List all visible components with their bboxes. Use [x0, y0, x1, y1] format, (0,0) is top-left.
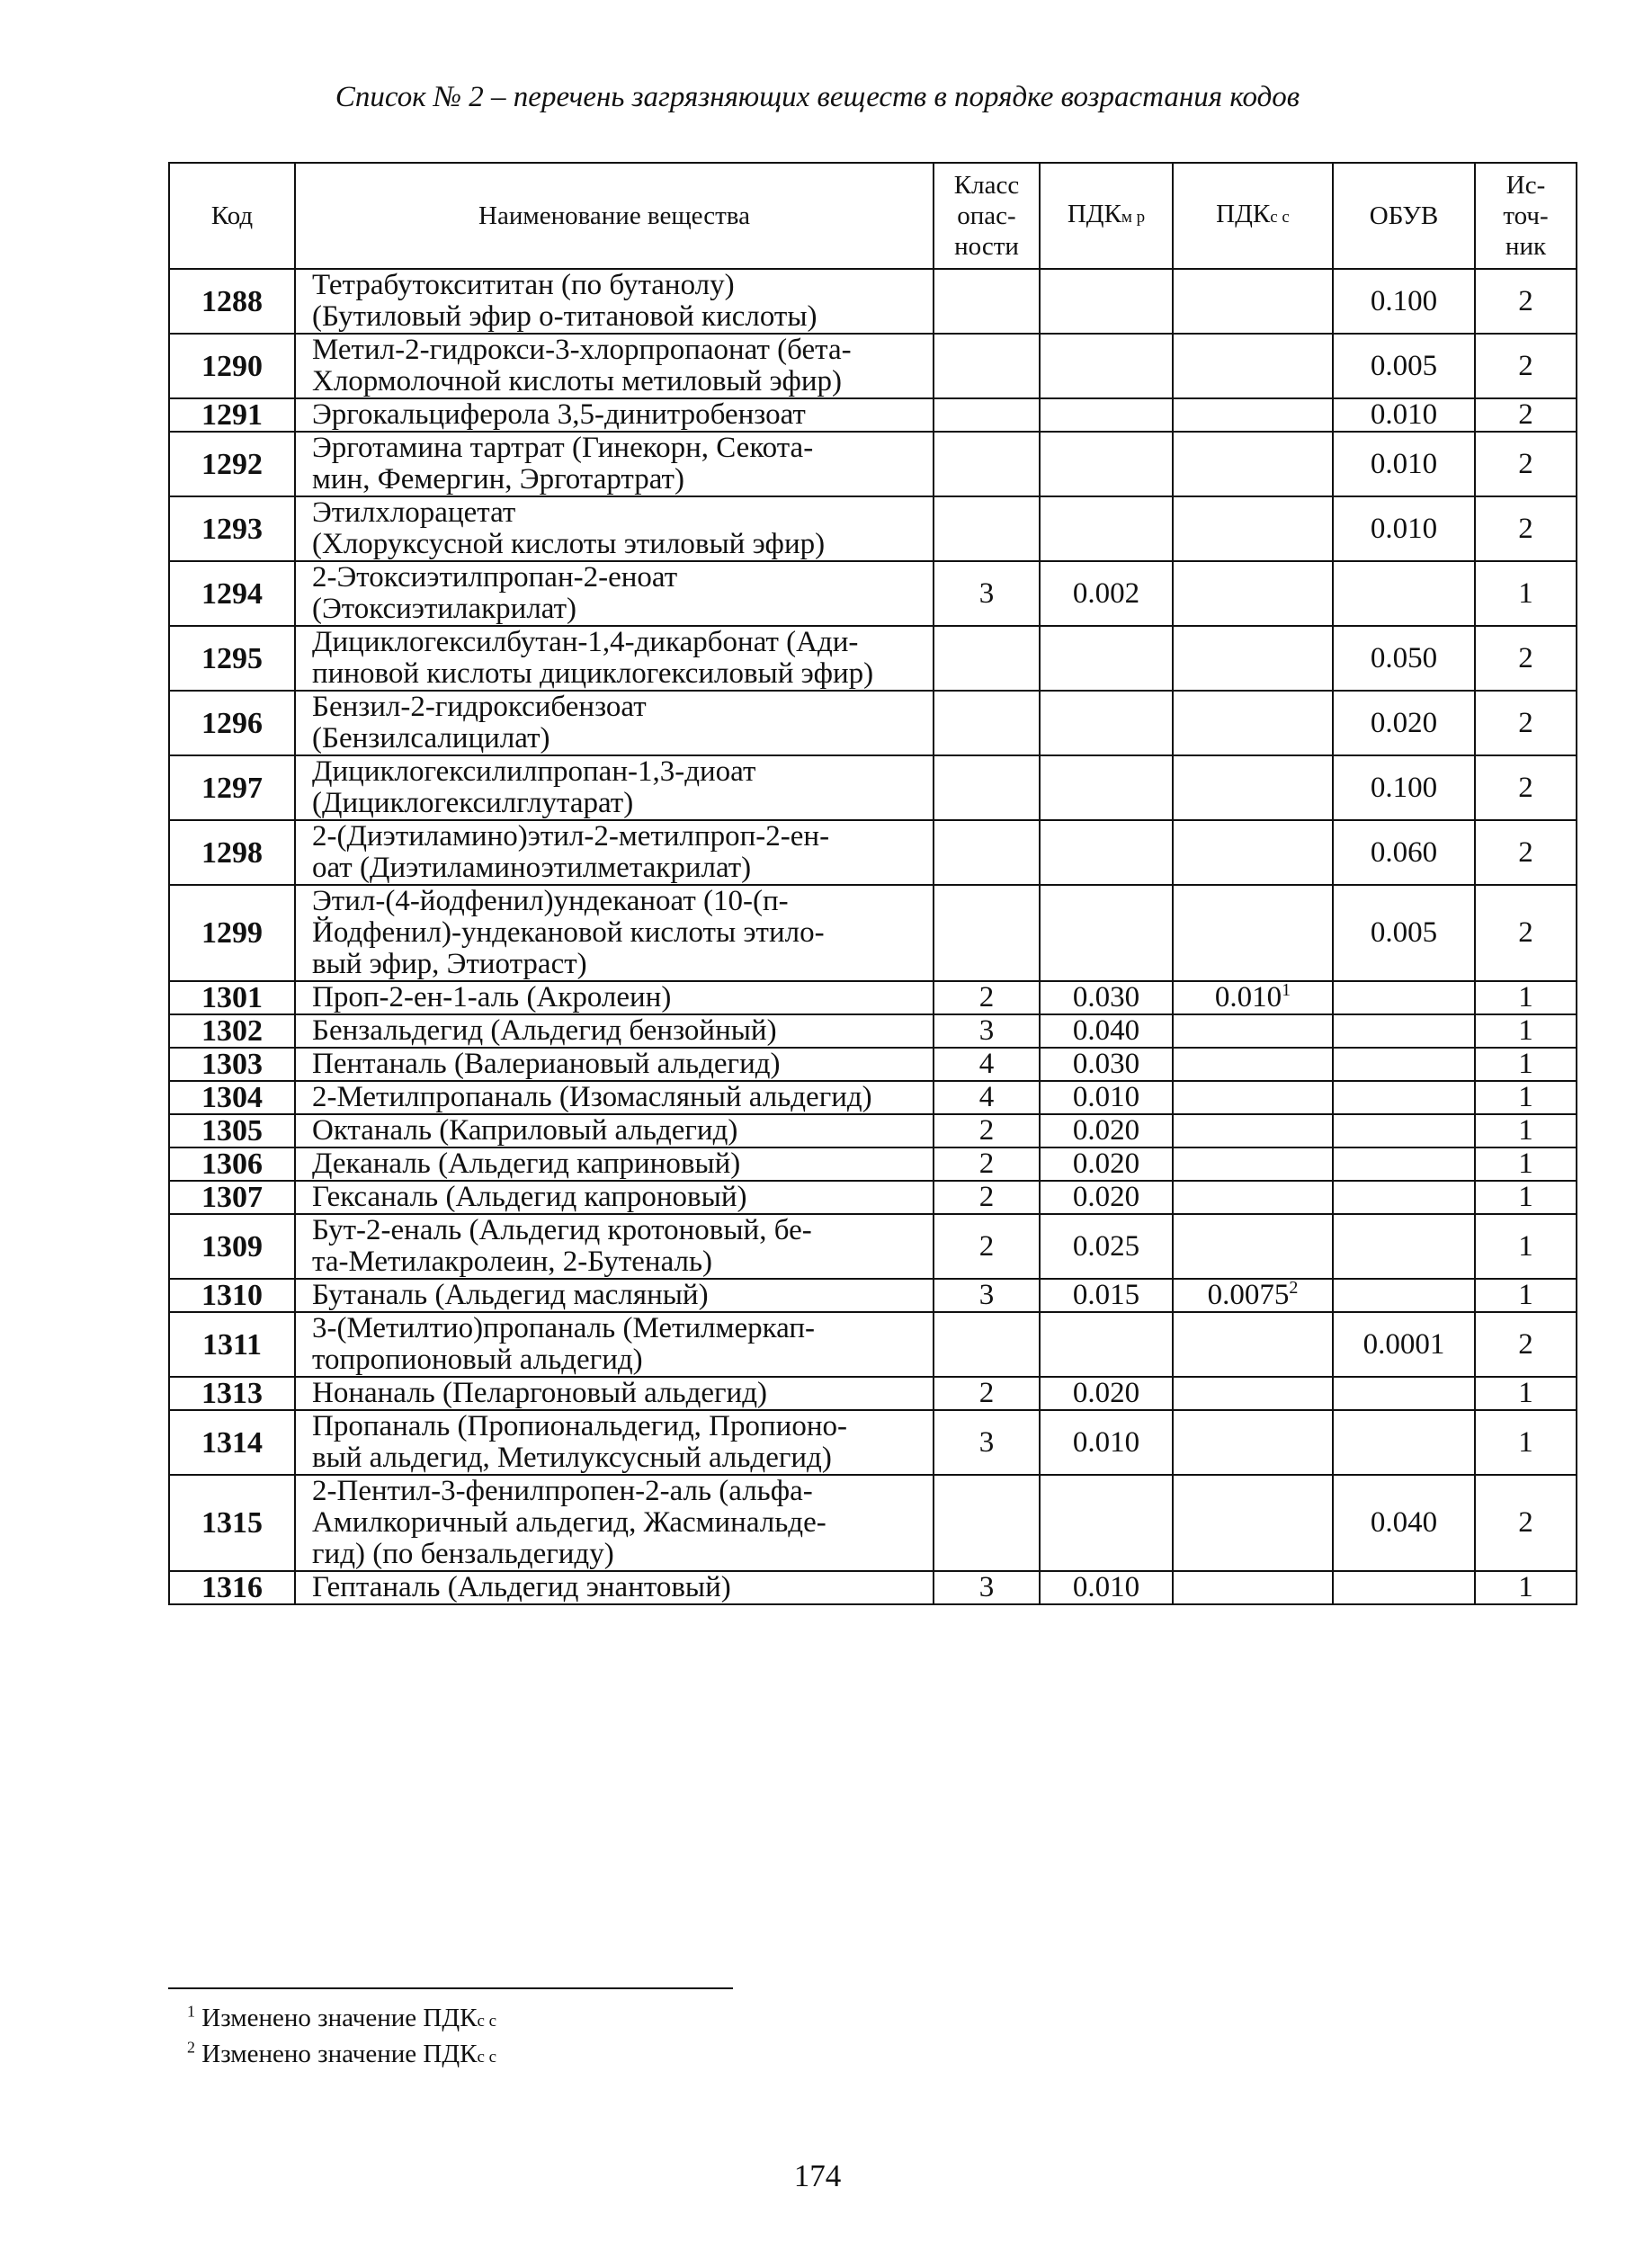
cell-obuv: 0.0001 [1333, 1312, 1475, 1377]
cell-pdk-mr [1040, 755, 1173, 820]
cell-source: 1 [1475, 1014, 1577, 1048]
cell-name-line: Тетрабутоксититан (по бутанолу) [312, 269, 735, 301]
cell-name [295, 1571, 934, 1604]
cell-pdk-ss [1173, 626, 1333, 691]
header-source-line: ник [1505, 232, 1547, 261]
cell-code: 1314 [169, 1410, 295, 1475]
cell-class [934, 269, 1040, 334]
cell-source: 1 [1475, 1214, 1577, 1279]
cell-code: 1290 [169, 334, 295, 398]
cell-pdk-ss [1173, 1147, 1333, 1181]
header-source [1475, 163, 1577, 269]
header-class [934, 163, 1040, 269]
cell-code: 1291 [169, 398, 295, 432]
footnote-2 [187, 2038, 496, 2074]
cell-class [934, 885, 1040, 981]
cell-name [295, 269, 934, 334]
table-row [169, 626, 1577, 691]
cell-name-line: Гексаналь (Альдегид капроновый) [312, 1181, 747, 1213]
cell-code: 1298 [169, 820, 295, 885]
cell-code: 1309 [169, 1214, 295, 1279]
cell-code: 1301 [169, 981, 295, 1014]
cell-pdk-ss [1173, 561, 1333, 626]
table-row [169, 755, 1577, 820]
cell-name-line: Проп-2-ен-1-аль (Акролеин) [312, 981, 672, 1013]
cell-pdk-mr [1040, 398, 1173, 432]
cell-name [295, 1312, 934, 1377]
cell-class [934, 626, 1040, 691]
cell-code: 1304 [169, 1081, 295, 1114]
cell-name-line: гид) (по бензальдегиду) [312, 1538, 614, 1570]
cell-name-line: 2-Этоксиэтилпропан-2-еноат [312, 561, 678, 594]
cell-name-line: 2-Метилпропаналь (Изомасляный альдегид) [312, 1081, 872, 1113]
cell-pdk-ss [1173, 1410, 1333, 1475]
cell-code: 1306 [169, 1147, 295, 1181]
cell-name-line: Эргокальциферола 3,5-динитробензоат [312, 398, 806, 431]
cell-pdk-mr: 0.020 [1040, 1181, 1173, 1214]
cell-name [295, 1147, 934, 1181]
cell-pdk-mr: 0.030 [1040, 981, 1173, 1014]
cell-code: 1299 [169, 885, 295, 981]
cell-obuv [1333, 1048, 1475, 1081]
cell-obuv: 0.100 [1333, 269, 1475, 334]
cell-class [934, 334, 1040, 398]
cell-name [295, 1214, 934, 1279]
footnote-mark: 2 [187, 2038, 195, 2057]
cell-class: 4 [934, 1048, 1040, 1081]
cell-source: 2 [1475, 691, 1577, 755]
cell-pdk-mr: 0.025 [1040, 1214, 1173, 1279]
cell-source: 2 [1475, 334, 1577, 398]
cell-class [934, 755, 1040, 820]
cell-code: 1305 [169, 1114, 295, 1147]
cell-name [295, 1114, 934, 1147]
cell-obuv [1333, 1181, 1475, 1214]
cell-name-line: Бутаналь (Альдегид масляный) [312, 1279, 709, 1311]
cell-pdk-ss-footnote-mark: 2 [1289, 1278, 1299, 1298]
table-row [169, 1181, 1577, 1214]
header-class-line: опас- [957, 201, 1016, 230]
cell-pdk-ss [1173, 1181, 1333, 1214]
table-row [169, 1377, 1577, 1410]
cell-pdk-ss-value: 0.0075 [1207, 1279, 1290, 1311]
cell-class [934, 691, 1040, 755]
cell-obuv: 0.005 [1333, 334, 1475, 398]
footnote-1 [187, 2002, 496, 2038]
header-pdk-mr-sub: м р [1121, 208, 1146, 227]
cell-pdk-mr [1040, 496, 1173, 561]
cell-code: 1288 [169, 269, 295, 334]
cell-name-line: Метил-2-гидрокси-3-хлорпропаонат (бета- [312, 334, 852, 366]
cell-name [295, 334, 934, 398]
cell-class: 3 [934, 561, 1040, 626]
cell-name-line: Эрготамина тартрат (Гинекорн, Секота- [312, 432, 814, 464]
cell-name-line: (Бутиловый эфир о-титановой кислоты) [312, 300, 818, 333]
header-source-line: точ- [1503, 201, 1549, 230]
cell-pdk-mr: 0.040 [1040, 1014, 1173, 1048]
table-row [169, 1048, 1577, 1081]
cell-class: 2 [934, 1377, 1040, 1410]
cell-source: 1 [1475, 561, 1577, 626]
cell-name-line: (Дициклогексилглутарат) [312, 787, 634, 819]
cell-pdk-ss [1173, 398, 1333, 432]
cell-obuv: 0.020 [1333, 691, 1475, 755]
cell-code: 1293 [169, 496, 295, 561]
cell-name-line: та-Метилакролеин, 2-Бутеналь) [312, 1246, 713, 1278]
cell-class: 3 [934, 1279, 1040, 1312]
cell-name [295, 1279, 934, 1312]
cell-pdk-ss [1173, 1571, 1333, 1604]
cell-code: 1297 [169, 755, 295, 820]
cell-name-line: пиновой кислоты дициклогексиловый эфир) [312, 657, 874, 690]
footnote-text: Изменено значение ПДК [201, 2004, 478, 2032]
cell-source: 2 [1475, 432, 1577, 496]
cell-obuv: 0.060 [1333, 820, 1475, 885]
cell-pdk-mr: 0.020 [1040, 1377, 1173, 1410]
cell-obuv [1333, 1377, 1475, 1410]
cell-obuv [1333, 1214, 1475, 1279]
footnote-mark: 1 [187, 2002, 195, 2021]
cell-pdk-mr: 0.030 [1040, 1048, 1173, 1081]
cell-pdk-mr: 0.010 [1040, 1410, 1173, 1475]
cell-source: 2 [1475, 755, 1577, 820]
cell-source: 2 [1475, 398, 1577, 432]
header-name: Наименование вещества [295, 163, 934, 269]
cell-source: 1 [1475, 1410, 1577, 1475]
cell-name [295, 1181, 934, 1214]
cell-source: 2 [1475, 820, 1577, 885]
header-pdk-ss [1173, 163, 1333, 269]
cell-name-line: Бут-2-еналь (Альдегид кротоновый, бе- [312, 1214, 812, 1246]
cell-name-line: Бензальдегид (Альдегид бензойный) [312, 1014, 777, 1047]
cell-source: 1 [1475, 1377, 1577, 1410]
cell-source: 1 [1475, 1147, 1577, 1181]
cell-name [295, 496, 934, 561]
table-row [169, 1214, 1577, 1279]
cell-name-line: 2-(Диэтиламино)этил-2-метилпроп-2-ен- [312, 820, 830, 853]
cell-pdk-ss [1173, 1312, 1333, 1377]
cell-obuv [1333, 1147, 1475, 1181]
cell-code: 1315 [169, 1475, 295, 1571]
cell-name-line: вый альдегид, Метилуксусный альдегид) [312, 1442, 832, 1474]
footnote-sub: с с [477, 2012, 497, 2031]
cell-obuv [1333, 1571, 1475, 1604]
cell-pdk-ss [1173, 981, 1333, 1014]
page-title: Список № 2 – перечень загрязняющих веществ в порядке возрастания кодов [335, 81, 1300, 113]
cell-obuv: 0.050 [1333, 626, 1475, 691]
cell-pdk-mr: 0.015 [1040, 1279, 1173, 1312]
cell-class: 2 [934, 1147, 1040, 1181]
cell-source: 1 [1475, 981, 1577, 1014]
cell-name-line: Амилкоричный альдегид, Жасминальде- [312, 1506, 826, 1539]
cell-obuv [1333, 981, 1475, 1014]
cell-source: 2 [1475, 1475, 1577, 1571]
header-pdk-mr [1040, 163, 1173, 269]
cell-name-line: Нонаналь (Пеларгоновый альдегид) [312, 1377, 767, 1409]
cell-name [295, 561, 934, 626]
page-number: 174 [793, 2158, 842, 2193]
table-row [169, 981, 1577, 1014]
cell-pdk-mr [1040, 626, 1173, 691]
table-row [169, 496, 1577, 561]
cell-code: 1292 [169, 432, 295, 496]
cell-source: 2 [1475, 626, 1577, 691]
footnote-sub: с с [477, 2048, 497, 2067]
cell-name [295, 1410, 934, 1475]
cell-name-line: Деканаль (Альдегид каприновый) [312, 1147, 741, 1180]
cell-class: 4 [934, 1081, 1040, 1114]
cell-name [295, 398, 934, 432]
table-row [169, 1114, 1577, 1147]
cell-name-line: Этилхлорацетат [312, 496, 516, 529]
cell-pdk-mr [1040, 432, 1173, 496]
cell-name-line: Этил-(4-йодфенил)ундеканоат (10-(п- [312, 885, 789, 917]
cell-class [934, 432, 1040, 496]
cell-pdk-mr [1040, 820, 1173, 885]
cell-code: 1295 [169, 626, 295, 691]
cell-name-line: 3-(Метилтио)пропаналь (Метилмеркап- [312, 1312, 816, 1344]
cell-obuv: 0.040 [1333, 1475, 1475, 1571]
cell-pdk-mr [1040, 691, 1173, 755]
cell-code: 1303 [169, 1048, 295, 1081]
table-row [169, 1279, 1577, 1312]
cell-name-line: Йодфенил)-ундекановой кислоты этило- [312, 916, 825, 949]
table-row [169, 1571, 1577, 1604]
table-row [169, 398, 1577, 432]
table-row [169, 885, 1577, 981]
cell-pdk-ss [1173, 691, 1333, 755]
cell-name-line: Пропаналь (Пропиональдегид, Пропионо- [312, 1410, 847, 1442]
cell-pdk-ss [1173, 1475, 1333, 1571]
cell-source: 2 [1475, 1312, 1577, 1377]
cell-pdk-mr [1040, 334, 1173, 398]
cell-pdk-mr: 0.020 [1040, 1114, 1173, 1147]
table-row [169, 1081, 1577, 1114]
table-row [169, 432, 1577, 496]
header-class-line: ности [954, 232, 1019, 261]
cell-name-line: Бензил-2-гидроксибензоат [312, 691, 647, 723]
header-pdk-ss-sub: с с [1270, 208, 1290, 227]
header-code: Код [169, 163, 295, 269]
table-row [169, 561, 1577, 626]
cell-pdk-ss [1173, 1014, 1333, 1048]
cell-name-line: 2-Пентил-3-фенилпропен-2-аль (альфа- [312, 1475, 813, 1507]
cell-source: 1 [1475, 1048, 1577, 1081]
cell-code: 1313 [169, 1377, 295, 1410]
cell-pdk-ss [1173, 432, 1333, 496]
cell-name-line: оат (Диэтиламиноэтилметакрилат) [312, 852, 752, 884]
cell-pdk-mr: 0.010 [1040, 1081, 1173, 1114]
table-row [169, 1475, 1577, 1571]
cell-class [934, 820, 1040, 885]
cell-class: 2 [934, 1181, 1040, 1214]
table-row [169, 269, 1577, 334]
cell-name-line: мин, Фемергин, Эрготартрат) [312, 463, 684, 496]
cell-class: 2 [934, 1114, 1040, 1147]
table-row [169, 820, 1577, 885]
cell-name [295, 755, 934, 820]
cell-class: 3 [934, 1571, 1040, 1604]
cell-code: 1310 [169, 1279, 295, 1312]
cell-pdk-ss [1173, 1377, 1333, 1410]
cell-source: 1 [1475, 1571, 1577, 1604]
table-row [169, 334, 1577, 398]
cell-code: 1311 [169, 1312, 295, 1377]
cell-obuv: 0.010 [1333, 398, 1475, 432]
cell-pdk-ss [1173, 1114, 1333, 1147]
cell-source: 2 [1475, 269, 1577, 334]
header-source-line: Ис- [1505, 171, 1546, 200]
cell-pdk-ss [1173, 269, 1333, 334]
cell-obuv: 0.005 [1333, 885, 1475, 981]
cell-pdk-mr [1040, 269, 1173, 334]
cell-class: 2 [934, 1214, 1040, 1279]
cell-source: 1 [1475, 1114, 1577, 1147]
cell-name-line: вый эфир, Этиотраст) [312, 948, 587, 980]
cell-pdk-ss [1173, 496, 1333, 561]
cell-source: 2 [1475, 885, 1577, 981]
cell-name-line: (Хлоруксусной кислоты этиловый эфир) [312, 528, 826, 560]
header-class-line: Класс [953, 171, 1020, 200]
cell-source: 2 [1475, 496, 1577, 561]
cell-name-line: топропионовый альдегид) [312, 1344, 643, 1376]
header-pdk-ss-text: ПДК [1216, 200, 1271, 228]
cell-source: 1 [1475, 1279, 1577, 1312]
cell-name [295, 626, 934, 691]
cell-obuv [1333, 1081, 1475, 1114]
cell-pdk-ss [1173, 334, 1333, 398]
table-row [169, 691, 1577, 755]
cell-pdk-ss-value: 0.010 [1214, 981, 1282, 1013]
cell-name-line: (Бензилсалицилат) [312, 722, 550, 755]
cell-pdk-mr: 0.002 [1040, 561, 1173, 626]
cell-class: 3 [934, 1014, 1040, 1048]
cell-pdk-ss [1173, 755, 1333, 820]
cell-obuv [1333, 561, 1475, 626]
cell-pdk-ss-footnote-mark: 1 [1282, 980, 1291, 1000]
pollutants-table [168, 162, 1577, 1605]
cell-name [295, 1377, 934, 1410]
cell-obuv: 0.010 [1333, 496, 1475, 561]
cell-pdk-ss [1173, 1279, 1333, 1312]
footnote-text: Изменено значение ПДК [201, 2040, 478, 2068]
cell-obuv: 0.100 [1333, 755, 1475, 820]
cell-source: 1 [1475, 1181, 1577, 1214]
table-row [169, 1014, 1577, 1048]
header-obuv: ОБУВ [1333, 163, 1475, 269]
cell-code: 1296 [169, 691, 295, 755]
cell-pdk-mr: 0.010 [1040, 1571, 1173, 1604]
cell-class [934, 496, 1040, 561]
cell-name [295, 1014, 934, 1048]
cell-pdk-mr [1040, 1475, 1173, 1571]
cell-class [934, 398, 1040, 432]
cell-class: 2 [934, 981, 1040, 1014]
cell-name-line: Пентаналь (Валериановый альдегид) [312, 1048, 781, 1080]
cell-pdk-ss [1173, 1081, 1333, 1114]
table-row [169, 1147, 1577, 1181]
cell-obuv [1333, 1114, 1475, 1147]
cell-code: 1307 [169, 1181, 295, 1214]
footnote-divider [168, 1987, 733, 1989]
cell-pdk-ss [1173, 820, 1333, 885]
cell-code: 1302 [169, 1014, 295, 1048]
footnotes [187, 2002, 496, 2074]
cell-class: 3 [934, 1410, 1040, 1475]
cell-source: 1 [1475, 1081, 1577, 1114]
cell-name [295, 885, 934, 981]
cell-name [295, 1081, 934, 1114]
cell-name-line: (Этоксиэтилакрилат) [312, 593, 577, 625]
cell-pdk-mr [1040, 885, 1173, 981]
cell-code: 1316 [169, 1571, 295, 1604]
cell-pdk-mr: 0.020 [1040, 1147, 1173, 1181]
cell-class [934, 1475, 1040, 1571]
cell-name-line: Хлормолочной кислоты метиловый эфир) [312, 365, 842, 397]
table-row [169, 1312, 1577, 1377]
cell-obuv [1333, 1014, 1475, 1048]
cell-name [295, 820, 934, 885]
table-body [169, 269, 1577, 1604]
table-header-row [169, 163, 1577, 269]
cell-pdk-mr [1040, 1312, 1173, 1377]
cell-pdk-ss [1173, 1214, 1333, 1279]
table-row [169, 1410, 1577, 1475]
cell-name [295, 432, 934, 496]
cell-name [295, 1475, 934, 1571]
cell-name [295, 981, 934, 1014]
cell-name [295, 691, 934, 755]
cell-obuv: 0.010 [1333, 432, 1475, 496]
cell-name-line: Дициклогексилилпропан-1,3-диоат [312, 755, 756, 788]
cell-code: 1294 [169, 561, 295, 626]
cell-name-line: Октаналь (Каприловый альдегид) [312, 1114, 738, 1147]
cell-pdk-ss [1173, 885, 1333, 981]
cell-pdk-ss [1173, 1048, 1333, 1081]
cell-obuv [1333, 1279, 1475, 1312]
cell-obuv [1333, 1410, 1475, 1475]
cell-name-line: Дициклогексилбутан-1,4-дикарбонат (Ади- [312, 626, 859, 658]
cell-class [934, 1312, 1040, 1377]
cell-name-line: Гептаналь (Альдегид энантовый) [312, 1571, 731, 1603]
header-pdk-mr-text: ПДК [1067, 200, 1121, 228]
cell-name [295, 1048, 934, 1081]
